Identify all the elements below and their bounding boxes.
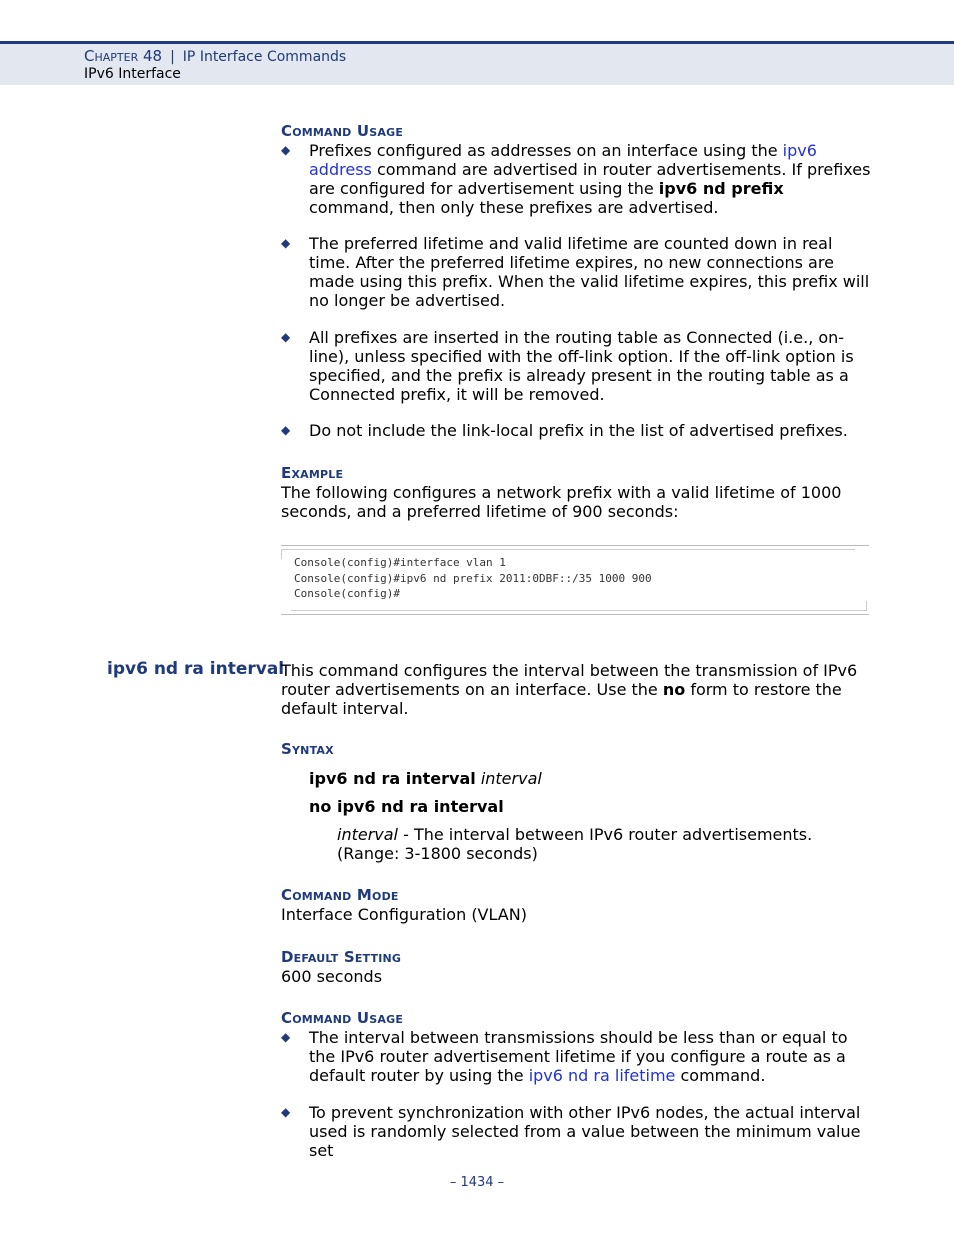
list-item: ◆ The interval between transmissions should be less than or equal to the IPv6 router advertisement lifetime if you configure a route as a default router by using the ipv6 nd ra lifetime command.	[281, 1028, 848, 1085]
chapter-title: IP Interface Commands	[182, 49, 347, 65]
list-item: ◆ To prevent synchronization with other IPv6 nodes, the actual interval used is randomly selected from a value between the minimum value set	[281, 1103, 861, 1160]
bullet-icon: ◆	[281, 1030, 291, 1044]
syntax-heading: Syntax	[281, 740, 334, 758]
code-rule-bottom	[291, 610, 867, 611]
list-item: ◆ All prefixes are inserted in the routing table as Connected (i.e., on-line), unless specified with the off-link option. If the off-link option is specified, and the prefix is already present in the routing table as a Connected prefix, it will be removed.	[281, 328, 854, 404]
chapter-number: Chapter 48	[84, 47, 163, 65]
command-mode-text: Interface Configuration (VLAN)	[281, 905, 527, 924]
ipv6-nd-ra-lifetime-link[interactable]: ipv6 nd ra lifetime	[528, 1066, 676, 1085]
command-description: This command configures the interval between the transmission of IPv6 router advertisements on an interface. Use the no form to restore the default interval.	[281, 661, 858, 718]
code-block	[281, 545, 869, 615]
default-setting-heading: Default Setting	[281, 948, 402, 966]
list-item: ◆ The preferred lifetime and valid lifetime are counted down in real time. After the preferred lifetime expires, no new connections are made using this prefix. When the valid lifetime expires, this prefix will no longer be advertised.	[281, 234, 870, 310]
syntax-line: no ipv6 nd ra interval	[309, 797, 504, 816]
page-header	[0, 41, 954, 85]
bullet-icon: ◆	[281, 330, 291, 344]
command-usage-heading: Command Usage	[281, 122, 404, 140]
bullet-icon: ◆	[281, 423, 291, 437]
example-heading: Example	[281, 464, 344, 482]
syntax-line: ipv6 nd ra interval interval	[309, 769, 542, 788]
section-title: IPv6 Interface	[84, 66, 181, 82]
example-text: The following configures a network prefix with a valid lifetime of 1000 seconds, and a preferred lifetime of 900 seconds:	[281, 483, 842, 521]
code-rule-top	[281, 549, 855, 550]
code-corner-left	[281, 549, 282, 559]
default-setting-text: 600 seconds	[281, 967, 383, 986]
bullet-icon: ◆	[281, 1105, 291, 1119]
command-usage-heading: Command Usage	[281, 1009, 404, 1027]
list-item: ◆ Do not include the link-local prefix in the list of advertised prefixes.	[281, 421, 848, 440]
page-number: – 1434 –	[449, 1175, 505, 1190]
bullet-icon: ◆	[281, 143, 291, 157]
list-item: ◆ Prefixes configured as addresses on an interface using the ipv6 address command are advertised in router advertisements. If prefixes are configured for advertisement using the ipv6 nd prefix command, then only these prefixes are advertised.	[281, 141, 871, 217]
header-separator: |	[170, 49, 175, 65]
code-line: Console(config)#ipv6 nd prefix 2011:0DBF::/35 1000 900	[294, 572, 652, 585]
code-line: Console(config)#	[294, 587, 400, 600]
header-chapter-line	[84, 47, 346, 67]
ipv6-address-link[interactable]: ipv6 address	[309, 141, 817, 179]
command-mode-heading: Command Mode	[281, 886, 399, 904]
code-line: Console(config)#interface vlan 1	[294, 556, 506, 569]
syntax-parameter: interval - The interval between IPv6 router advertisements. (Range: 3-1800 seconds)	[337, 825, 813, 863]
bullet-icon: ◆	[281, 236, 291, 250]
command-title: ipv6 nd ra interval	[107, 659, 285, 679]
